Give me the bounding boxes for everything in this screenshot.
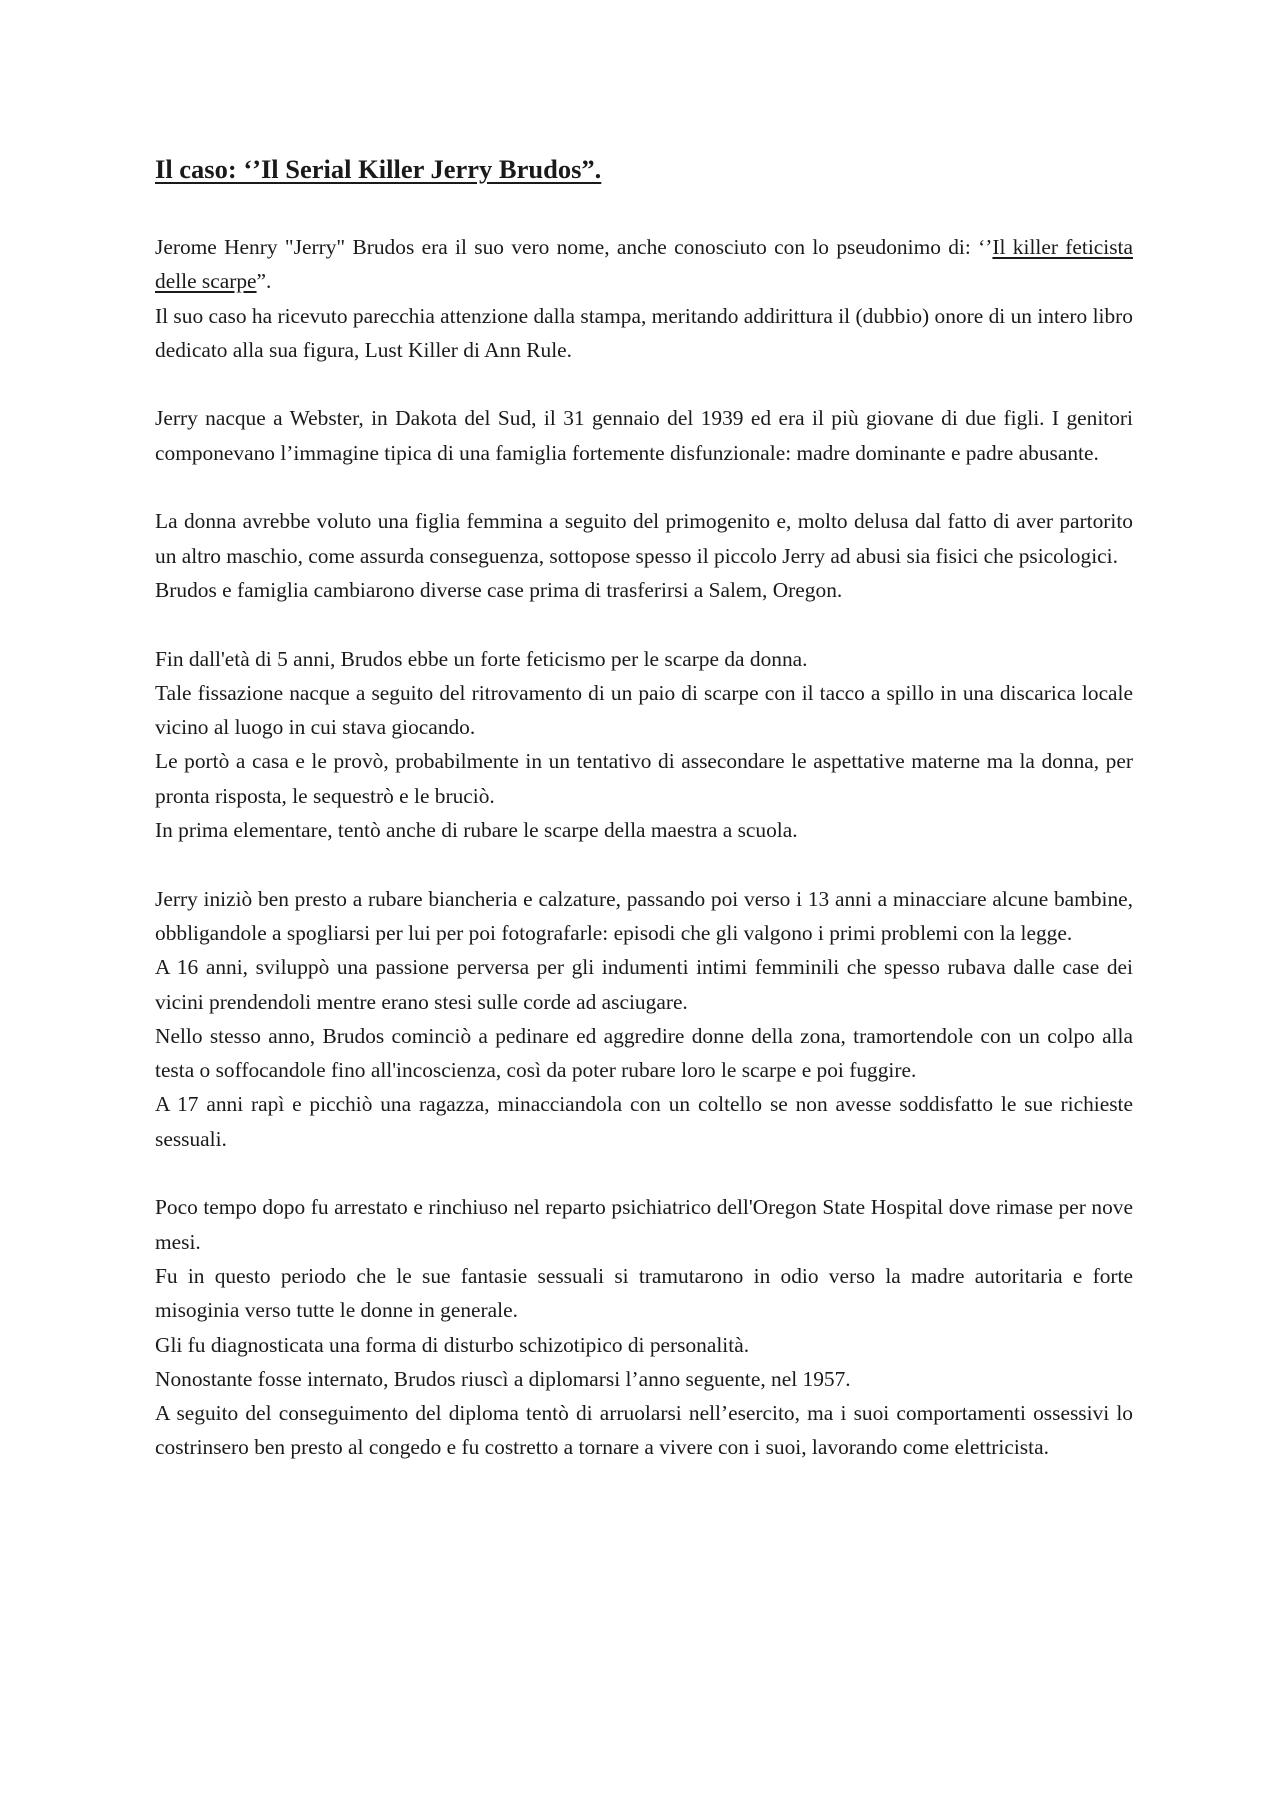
- paragraph: Fu in questo periodo che le sue fantasie sessuali si tramutarono in odio verso la madre autoritaria e forte misoginia verso tutte le donne in generale.: [155, 1263, 1133, 1323]
- page-title: Il caso: ‘’Il Serial Killer Jerry Brudos”.: [155, 154, 602, 184]
- paragraph: Jerome Henry "Jerry" Brudos era il suo vero nome, anche conosciuto con lo pseudonimo di: ‘’Il killer feticista delle scarpe”.: [155, 235, 1133, 294]
- paragraph: Poco tempo dopo fu arrestato e rinchiuso nel reparto psichiatrico dell'Oregon State Hospital dove rimase per nove mesi.: [155, 1195, 1133, 1254]
- paragraph: Il suo caso ha ricevuto parecchia attenzione dalla stampa, meritando addirittura il (dubbio) onore di un intero libro dedicato alla sua figura, Lust Killer di Ann Rule.: [155, 303, 1133, 362]
- paragraph: A 16 anni, sviluppò una passione perversa per gli indumenti intimi femminili che spesso rubava dalle case dei vicini prendendoli mentre erano stesi sulle corde ad asciugare.: [155, 955, 1133, 1014]
- paragraph: A 17 anni rapì e picchiò una ragazza, minacciandola con un coltello se non avesse soddisfatto le sue richieste sessuali.: [155, 1092, 1133, 1151]
- paragraph: Brudos e famiglia cambiarono diverse case prima di trasferirsi a Salem, Oregon.: [155, 577, 843, 602]
- paragraph-gap: [155, 367, 1133, 401]
- paragraph: Fin dall'età di 5 anni, Brudos ebbe un forte feticismo per le scarpe da donna.: [155, 646, 808, 671]
- paragraph: Jerry nacque a Webster, in Dakota del Sud, il 31 gennaio del 1939 ed era il più giovane di due figli. I genitori componevano l’immagine tipica di una famiglia fortemente disfunzionale: madre dominante e padre abusante.: [155, 406, 1133, 465]
- paragraph: Le portò a casa e le provò, probabilmente in un tentativo di assecondare le aspettative materne ma la donna, per pronta risposta, le sequestrò e le bruciò.: [155, 749, 1133, 808]
- paragraph: Gli fu diagnosticata una forma di disturbo schizotipico di personalità.: [155, 1332, 750, 1357]
- paragraph: A seguito del conseguimento del diploma tentò di arruolarsi nell’esercito, ma i suoi comportamenti ossessivi lo costrinsero ben presto al congedo e fu costretto a tornare a vivere con i suoi, lavorando come elettricista.: [155, 1401, 1133, 1460]
- paragraph: Nello stesso anno, Brudos cominciò a pedinare ed aggredire donne della zona, tramortendole con un colpo alla testa o soffocandole fino all'incoscienza, così da poter rubare loro le scarpe e poi fuggire.: [155, 1023, 1133, 1083]
- pseudonym-underlined: Il killer feticista delle scarpe: [155, 235, 1133, 294]
- paragraph-gap: [155, 847, 1133, 881]
- paragraph: Nonostante fosse internato, Brudos riuscì a diplomarsi l’anno seguente, nel 1957.: [155, 1366, 851, 1391]
- document-body: [155, 230, 1133, 1465]
- paragraph: In prima elementare, tentò anche di rubare le scarpe della maestra a scuola.: [155, 818, 798, 843]
- paragraph: Tale fissazione nacque a seguito del ritrovamento di un paio di scarpe con il tacco a spillo in una discarica locale vicino al luogo in cui stava giocando.: [155, 680, 1133, 740]
- paragraph-gap: [155, 607, 1133, 641]
- paragraph-gap: [155, 1156, 1133, 1190]
- paragraph: Jerry iniziò ben presto a rubare biancheria e calzature, passando poi verso i 13 anni a minacciare alcune bambine, obbligandole a spogliarsi per lui per poi fotografarle: episodi che gli valgono i primi problemi con la legge.: [155, 886, 1133, 945]
- paragraph-gap: [155, 470, 1133, 504]
- paragraph: La donna avrebbe voluto una figlia femmina a seguito del primogenito e, molto delusa dal fatto di aver partorito un altro maschio, come assurda conseguenza, sottopose spesso il piccolo Jerry ad abusi sia fisici che psicologici.: [155, 509, 1133, 568]
